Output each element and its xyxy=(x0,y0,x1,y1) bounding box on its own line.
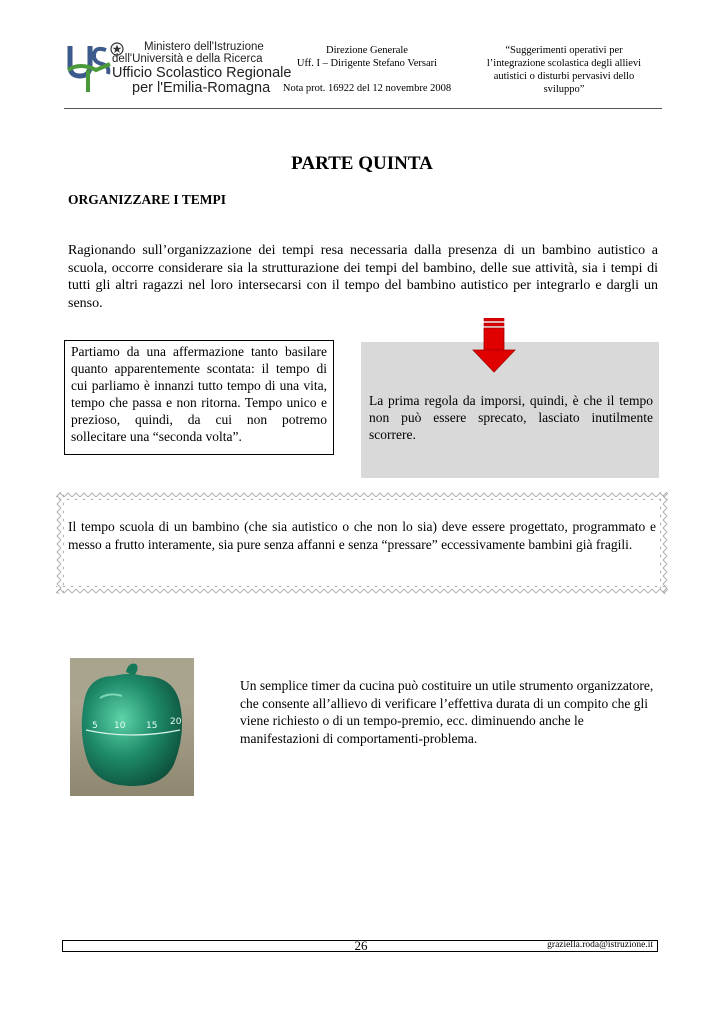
page-title: PARTE QUINTA xyxy=(291,153,433,174)
statement-text: Partiamo da una affermazione tanto basilare quanto apparentemente scontata: il tempo di cui parliamo è innanzi tutto tempo di una vita, tempo che passa e non ritorna. Tempo unico e prezioso, quindi, da cui non potremo sollecitare una “seconda volta”. xyxy=(71,344,327,444)
intro-paragraph: Ragionando sull’organizzazione dei tempi resa necessaria dalla presenza di un bambino autistico a scuola, occorre considerare sia la strutturazione dei tempi del bambino, delle sue attività, sia i tempi di tutti gli altri ragazzi nel loro intersecarsi con il tempo del bambino autistico per integrarlo e dargli un senso. xyxy=(68,243,658,311)
timer-dial-label: 10 xyxy=(114,721,126,731)
page-number: 26 xyxy=(354,938,368,953)
timer-dial-label: 15 xyxy=(146,721,158,731)
logo-region-line: per l'Emilia-Romagna xyxy=(132,80,271,96)
logo-ministry-line-2: dell'Università e della Ricerca xyxy=(112,53,263,65)
logo-office-line: Ufficio Scolastico Regionale xyxy=(112,65,292,81)
statement-box xyxy=(64,340,334,455)
header-document-title: “Suggerimenti operativi per l’integrazione scolastica degli allievi autistici o disturbi pervasivi dello sviluppo” xyxy=(486,45,642,95)
header-nota: Nota prot. 16922 del 12 novembre 2008 xyxy=(282,83,452,94)
timer-caption: Un semplice timer da cucina può costituire un utile strumento organizzatore, che consente all’allievo di verificare l’effettiva durata di un compito che gli viene richiesto o di un tempo-premio, ecc. diminuendo anche le manifestazioni di comportamenti-problema. xyxy=(240,678,654,746)
kitchen-timer-photo xyxy=(70,658,194,796)
header-direction: Direzione Generale xyxy=(326,45,408,56)
rule-text: La prima regola da imporsi, quindi, è che il tempo non può essere sprecato, lasciato inutilmente scorrere. xyxy=(369,393,653,442)
logo-ministry-line: Ministero dell'Istruzione xyxy=(144,41,264,53)
school-time-text: Il tempo scuola di un bambino (che sia autistico o che non lo sia) deve essere progettato, programmato e messo a frutto interamente, sia pure senza affanni e senza “pressare” eccessivamente bambini già fragili. xyxy=(68,519,656,552)
header-center xyxy=(272,44,462,95)
timer-dial-label: 5 xyxy=(92,721,98,731)
usr-logo xyxy=(66,40,292,96)
header-divider xyxy=(64,108,662,109)
school-time-box xyxy=(56,492,668,594)
usr-logo-mark xyxy=(66,40,112,96)
section-subtitle: ORGANIZZARE I TEMPI xyxy=(68,192,227,207)
footer-email: graziella.roda@istruzione.it xyxy=(547,940,653,950)
header-office: Uff. I – Dirigente Stefano Versari xyxy=(296,58,438,69)
footer-box xyxy=(62,940,658,952)
timer-dial-label: 20 xyxy=(170,717,182,727)
down-arrow-icon xyxy=(471,318,517,374)
